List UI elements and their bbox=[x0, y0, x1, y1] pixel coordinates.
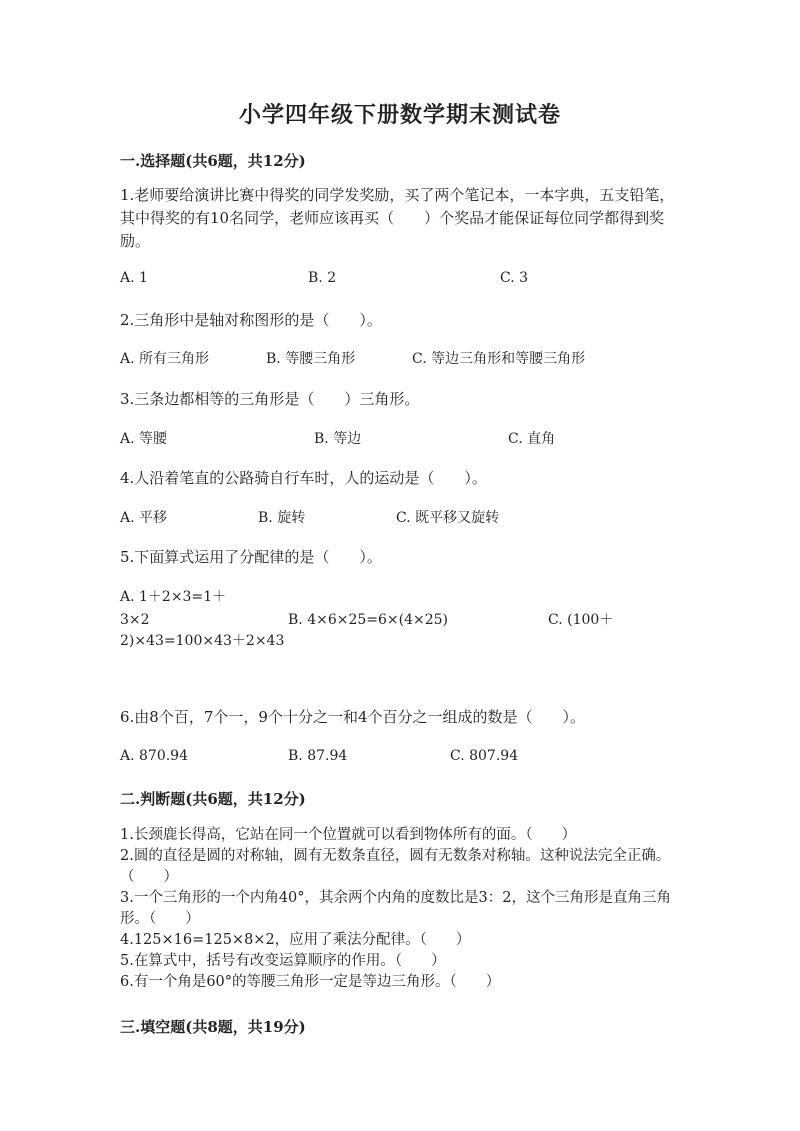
option-a-line2: 3×2 bbox=[120, 612, 150, 628]
option-a: A. 等腰 bbox=[120, 431, 168, 447]
section-header-choice: 一.选择题(共6题，共12分) bbox=[120, 152, 306, 170]
option-a: A. 1 bbox=[120, 270, 148, 286]
true-false-item: 1.长颈鹿长得高，它站在同一个位置就可以看到物体所有的面。（ ） bbox=[120, 827, 577, 843]
option-b: B. 2 bbox=[308, 270, 337, 286]
option-a: A. 所有三角形 bbox=[120, 351, 210, 367]
true-false-item: 5.在算式中，括号有改变运算顺序的作用。（ ） bbox=[120, 953, 446, 969]
option-b: B. 4×6×25=6×(4×25) bbox=[288, 612, 449, 628]
question-1-text: 1.老师要给演讲比赛中得奖的同学发奖励，买了两个笔记本，一本字典，五支铅笔，其中得奖的有10名同学，老师应该再买（ ）个奖品才能保证每位同学都得到奖励。 bbox=[120, 186, 675, 250]
option-c-line1: C. (100＋ bbox=[548, 612, 614, 628]
option-c: C. 既平移又旋转 bbox=[396, 510, 500, 526]
question-2-options bbox=[120, 348, 685, 372]
section-header-fill-blank: 三.填空题(共8题，共19分) bbox=[120, 1018, 306, 1036]
true-false-list bbox=[120, 825, 685, 993]
option-c: C. 等边三角形和等腰三角形 bbox=[412, 351, 586, 367]
question-6-options bbox=[120, 748, 685, 772]
question-4-text: 4.人沿着笔直的公路骑自行车时，人的运动是（ ）。 bbox=[120, 469, 487, 487]
true-false-item: 6.有一个角是60°的等腰三角形一定是等边三角形。（ ） bbox=[120, 974, 501, 990]
option-b: B. 等腰三角形 bbox=[266, 351, 356, 367]
true-false-item: 2.圆的直径是圆的对称轴，圆有无数条直径，圆有无数条对称轴。这种说法完全正确。（ ） bbox=[120, 848, 671, 885]
question-3-text: 3.三条边都相等的三角形是（ ）三角形。 bbox=[120, 390, 420, 408]
true-false-item: 3.一个三角形的一个内角40°，其余两个内角的度数比是3：2，这个三角形是直角三角形。（ ） bbox=[120, 890, 671, 927]
option-a: A. 870.94 bbox=[120, 748, 188, 764]
option-b: B. 87.94 bbox=[288, 748, 348, 764]
option-a: A. 平移 bbox=[120, 510, 168, 526]
page-title: 小学四年级下册数学期末测试卷 bbox=[238, 102, 561, 128]
question-6-text: 6.由8个百，7个一，9个十分之一和4个百分之一组成的数是（ ）。 bbox=[120, 708, 585, 726]
question-2-text: 2.三角形中是轴对称图形的是（ ）。 bbox=[120, 311, 382, 329]
option-c: C. 直角 bbox=[508, 431, 556, 447]
true-false-item: 4.125×16=125×8×2，应用了乘法分配律。（ ） bbox=[120, 932, 471, 948]
section-header-true-false: 二.判断题(共6题，共12分) bbox=[120, 790, 306, 808]
option-a-line1: A. 1＋2×3=1＋ bbox=[120, 589, 227, 605]
option-c-line2: 2)×43=100×43＋2×43 bbox=[120, 633, 285, 649]
question-3-options bbox=[120, 428, 685, 452]
question-4-options bbox=[120, 507, 685, 531]
option-b: B. 等边 bbox=[314, 431, 362, 447]
question-1-options bbox=[120, 270, 685, 294]
option-b: B. 旋转 bbox=[258, 510, 306, 526]
option-c: C. 3 bbox=[500, 270, 529, 286]
option-c: C. 807.94 bbox=[450, 748, 519, 764]
question-5-text: 5.下面算式运用了分配律的是（ ）。 bbox=[120, 548, 382, 566]
